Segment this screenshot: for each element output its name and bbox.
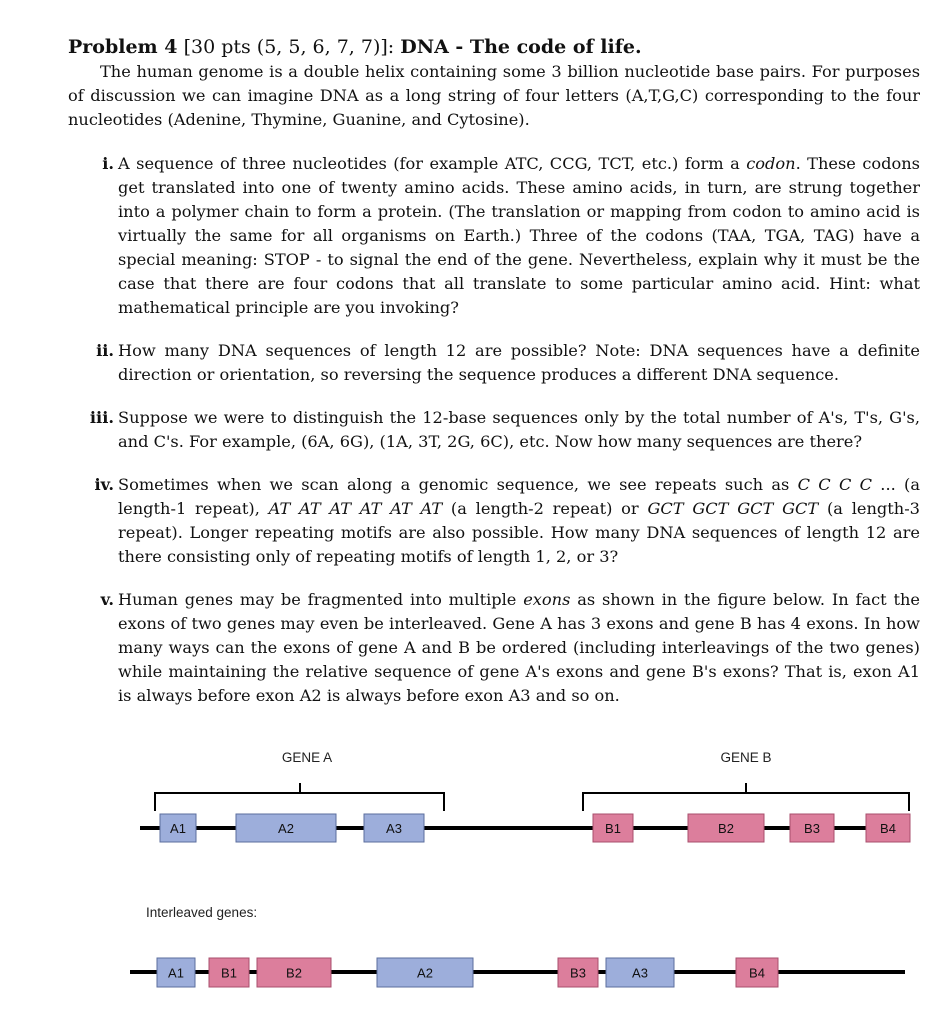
exon-diagram [0, 735, 947, 1024]
exon-label: A1 [170, 821, 186, 836]
exon-label: A3 [632, 965, 648, 981]
question-iv [68, 473, 920, 569]
emphasis: GCT GCT GCT GCT [647, 499, 819, 518]
problem-document [68, 34, 920, 727]
question-number: iv. [94, 475, 114, 494]
question-text: as shown in the figure below. In fact the exons of two genes may even be interleaved. Gene A has 3 exons and gene B has 4 exons. In how many ways can the exons of gene A and B be ordered (including interleavings of the two genes) while maintaining the relative sequence of gene A's exons and gene B's exons? That is, exon A1 is always before exon A2 is always before exon A3 and so on. [118, 590, 921, 705]
exon-b2 [688, 814, 764, 842]
exon-a3 [606, 958, 674, 987]
emphasis: C C C C [797, 475, 873, 494]
exon-label: B2 [718, 821, 734, 836]
exon-b1 [209, 958, 249, 987]
question-number: i. [102, 154, 114, 173]
exon-label: B4 [749, 965, 765, 981]
question-text: Suppose we were to distinguish the 12-base sequences only by the total number of A's, T's, G's, and C's. For example, (6A, 6G), (1A, 3T, 2G, 6C), etc. Now how many sequences are there? [118, 408, 920, 451]
interleaved-label: Interleaved genes: [146, 905, 258, 920]
question-text: Human genes may be fragmented into multiple [118, 590, 524, 609]
question-ii [68, 339, 920, 387]
exon-a2 [377, 958, 473, 987]
emphasis: codon [746, 154, 796, 173]
exon-b2 [257, 958, 331, 987]
exon-b4 [866, 814, 910, 842]
question-number: iii. [89, 408, 114, 427]
question-number: v. [100, 590, 114, 609]
question-i [68, 152, 920, 320]
question-number: ii. [96, 341, 114, 360]
exon-label: B4 [880, 821, 896, 836]
exon-label: A1 [168, 965, 184, 981]
question-text: How many DNA sequences of length 12 are possible? Note: DNA sequences have a definite direction or orientation, so reversing the sequence produces a different DNA sequence. [118, 341, 920, 384]
exon-label: B1 [221, 965, 237, 981]
exon-label: A2 [417, 965, 433, 981]
exon-b3 [790, 814, 834, 842]
question-text: (a length-3 repeat). Longer repeating motifs are also possible. How many DNA sequences of length 12 are there consisting only of repeating motifs of length 1, 2, or 3? [118, 499, 920, 566]
intro-paragraph: The human genome is a double helix containing some 3 billion nucleotide base pairs. For purposes of discussion we can imagine DNA as a long string of four letters (A,T,G,C) corresponding to the four nucleotides (Adenine, Thymine, Guanine, and Cytosine). [68, 62, 920, 129]
exon-a2 [236, 814, 336, 842]
problem-title: DNA - The code of life. [400, 36, 642, 58]
problem-heading [68, 34, 920, 60]
question-text: (a length-2 repeat) or [442, 499, 648, 518]
exon-label: B1 [605, 821, 621, 836]
exon-b3 [558, 958, 598, 987]
exon-b4 [736, 958, 778, 987]
exon-a1 [157, 958, 195, 987]
question-v [68, 588, 920, 708]
exon-b1 [593, 814, 633, 842]
exon-label: B3 [570, 965, 586, 981]
gene-a-brace [155, 783, 444, 811]
gene-a-label: GENE A [281, 750, 333, 765]
gene-b-label: GENE B [720, 750, 772, 765]
question-text: ... (a length-1 repeat), [118, 475, 920, 518]
exon-a3 [364, 814, 424, 842]
question-list [68, 152, 920, 708]
gene-b-brace [583, 783, 909, 811]
emphasis: AT AT AT AT AT AT [268, 499, 443, 518]
problem-label: Problem 4 [68, 36, 178, 58]
problem-points: [30 pts (5, 5, 6, 7, 7)]: [183, 36, 395, 58]
exon-label: B2 [286, 965, 302, 981]
question-text: Sometimes when we scan along a genomic sequence, we see repeats such as [118, 475, 798, 494]
emphasis: exons [523, 590, 571, 609]
exon-label: B3 [804, 821, 820, 836]
question-iii [68, 406, 920, 454]
exon-a1 [160, 814, 196, 842]
exon-label: A2 [278, 821, 294, 836]
question-text: . These codons get translated into one of twenty amino acids. These amino acids, in turn, are strung together into a polymer chain to form a protein. (The translation or mapping from codon to amino acid is virtually the same for all organisms on Earth.) Three of the codons (TAA, TGA, TAG) have a special meaning: STOP - to signal the end of the gene. Nevertheless, explain why it must be the case that there are four codons that all translate to some particular amino acid. Hint: what mathematical principle are you invoking? [118, 154, 920, 317]
question-text: A sequence of three nucleotides (for example ATC, CCG, TCT, etc.) form a [118, 154, 747, 173]
exon-label: A3 [386, 821, 402, 836]
